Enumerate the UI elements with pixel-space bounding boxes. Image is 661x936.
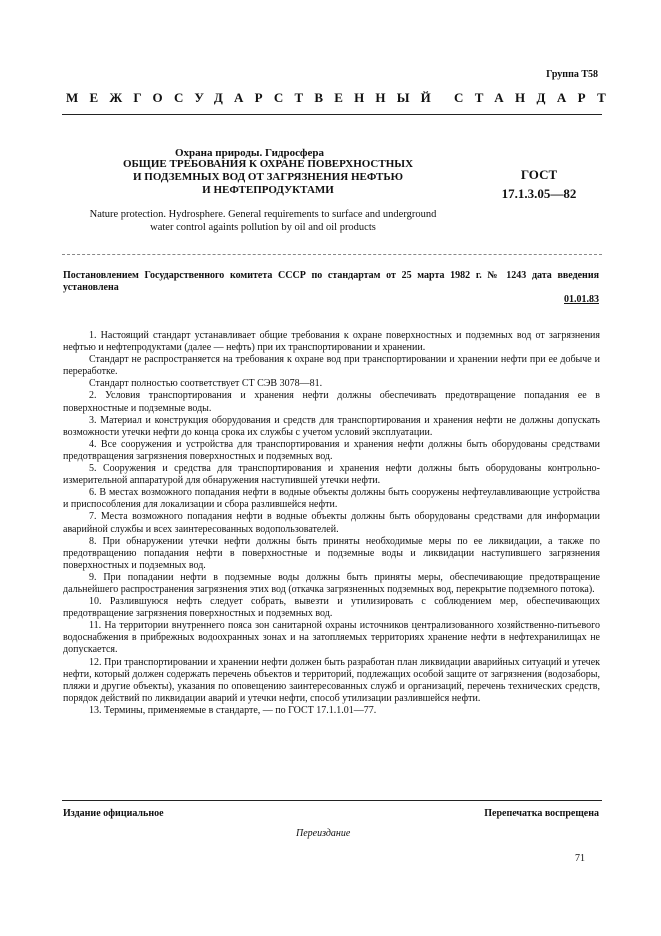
paragraph: 7. Места возможного попадания нефти в водные объекты должны быть оборудованы средствами для информации аварийной службы и всех заинтересованных водопользователей. xyxy=(63,511,600,535)
title-line: И ПОДЗЕМНЫХ ВОД ОТ ЗАГРЯЗНЕНИЯ НЕФТЬЮ xyxy=(132,171,404,183)
interstate-heading: МЕЖГОСУДАРСТВЕННЫЙ xyxy=(66,90,442,105)
official-edition: Издание официальное xyxy=(63,808,164,819)
title-line: И НЕФТЕПРОДУКТАМИ xyxy=(202,184,334,196)
subtitle: Охрана природы. Гидросфера xyxy=(175,147,324,159)
title-line: ОБЩИЕ ТРЕБОВАНИЯ К ОХРАНЕ ПОВЕРХНОСТНЫХ xyxy=(122,158,414,170)
english-title-line: water control againts pollution by oil and oil products xyxy=(150,222,376,233)
paragraph: Стандарт полностью соответствует СТ СЭВ 3078—81. xyxy=(89,378,323,390)
paragraph: 1. Настоящий стандарт устанавливает общие требования к охране поверхностных и подземных вод от загрязнения нефтью и нефтепродуктами (далее — нефть) при их транспортировании и хранении. xyxy=(63,330,600,354)
paragraph: 2. Условия транспортирования и хранения нефти должны обеспечивать предотвращение попадания ее в поверхностные и подземные воды. xyxy=(63,390,600,414)
paragraph: 11. На территории внутреннего пояса зон санитарной охраны источников централизованного хозяйственно-питьевого водоснабжения в прибрежных водоохранных зонах и на затопляемых территориях хранение нефти в нефтехранилищах не допускается. xyxy=(63,620,600,656)
english-title xyxy=(60,208,466,234)
reprint-notice: Перепечатка воспрещена xyxy=(484,808,599,819)
dashed-rule xyxy=(62,254,602,255)
introduction-date: 01.01.83 xyxy=(564,294,599,305)
document-title xyxy=(104,158,432,197)
paragraph: 6. В местах возможного попадания нефти в водные объекты должны быть сооружены нефтеулавливающие устройства и приспособления для локализации и сбора разлившейся нефти. xyxy=(63,487,600,511)
paragraph: 10. Разлившуюся нефть следует собрать, вывезти и утилизировать с соблюдением мер, обеспечивающих предотвращение загрязнения поверхностных и подземных вод. xyxy=(63,596,600,620)
bottom-rule xyxy=(62,800,602,801)
paragraph: 4. Все сооружения и устройства для транспортирования и хранения нефти должны быть оборудованы средствами предотвращения загрязнения поверхностных и подземных вод. xyxy=(63,438,600,462)
gost-number: 17.1.3.05—82 xyxy=(501,186,577,201)
page-number: 71 xyxy=(575,853,585,864)
standard-heading: СТАНДАРТ xyxy=(454,90,618,105)
body-text xyxy=(63,330,600,717)
reissue-label: Переиздание xyxy=(296,828,351,839)
paragraph: 5. Сооружения и средства для транспортирования и хранения нефти должны быть оборудованы контрольно-измерительной аппаратурой для обнаружения наступившей утечки нефти. xyxy=(63,463,600,487)
gost-label: ГОСТ xyxy=(520,167,558,182)
english-title-line: Nature protection. Hydrosphere. General requirements to surface and underground xyxy=(89,209,437,220)
paragraph: 3. Материал и конструкция оборудования и средств для транспортирования и хранения нефти не должны допускать возможности утечки нефти до конца срока их службы с учетом условий эксплуатации. xyxy=(63,414,600,438)
paragraph: 9. При попадании нефти в подземные воды должны быть приняты меры, обеспечивающие предотвращение дальнейшего распространения загрязнения этих вод (откачка загрязненных подземных вод, перекрытие подземного потока). xyxy=(63,571,600,595)
group-code: Группа Т58 xyxy=(546,69,598,80)
top-rule xyxy=(62,114,602,115)
paragraph: Стандарт не распространяется на требования к охране вод при транспортировании и хранении нефти при ее добыче и переработке. xyxy=(63,354,600,378)
paragraph: 8. При обнаружении утечки нефти должны быть приняты необходимые меры по ее ликвидации, а также по предотвращению попадания нефти в поверхностные и подземные воды и ликвидации наступившего загрязнения поверхностных и подземных вод. xyxy=(63,535,600,571)
paragraph: 13. Термины, применяемые в стандарте, — по ГОСТ 17.1.1.01—77. xyxy=(89,704,377,716)
paragraph: 12. При транспортировании и хранении нефти должен быть разработан план ликвидации аварийных ситуаций и утечек нефти, который должен содержать перечень объектов и территорий, подлежащих особой защите от загрязнения (водозаборы, пляжи и другие объекты), указания по оповещению заинтересованных служб и организаций, перечень технических средств, порядок действий по ликвидации аварий и утечки нефти, способ утилизации разлившейся нефти. xyxy=(63,656,600,704)
decree-text: Постановлением Государственного комитета СССР по стандартам от 25 марта 1982 г. № 1243 дата введения установлена xyxy=(63,270,599,293)
gost-designation xyxy=(494,165,584,203)
